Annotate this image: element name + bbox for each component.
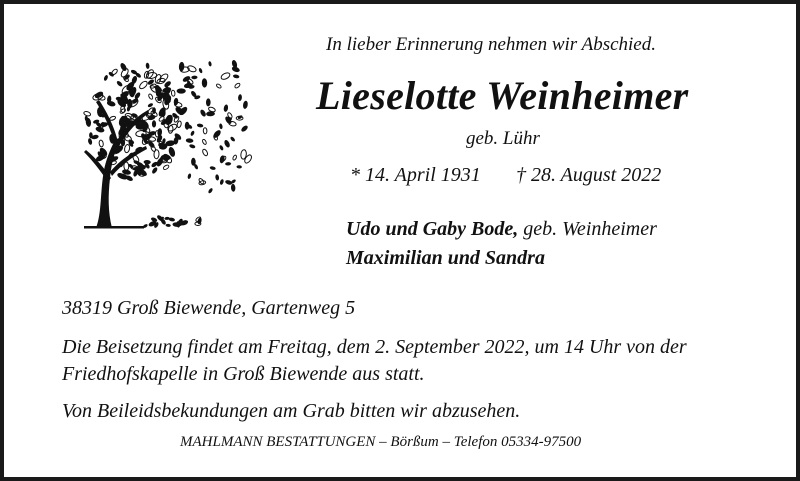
death-date: † 28. August 2022 (516, 164, 662, 186)
condolence-note: Von Beileidsbekundungen am Grab bitten wir abzusehen. (62, 400, 521, 422)
intro-text: In lieber Erinnerung nehmen wir Abschied. (326, 34, 656, 55)
undertaker-footer: MAHLMANN BESTATTUNGEN – Börßum – Telefon 05334-97500 (180, 434, 582, 450)
funeral-info: Die Beisetzung findet am Freitag, dem 2. September 2022, um 14 Uhr von der Friedhofskapelle in Groß Biewende aus statt. (62, 336, 687, 385)
mourners-line-1 (346, 218, 657, 241)
deceased-name: Lieselotte Weinheimer (316, 73, 689, 118)
maiden-name: geb. Lühr (466, 128, 540, 149)
mourners-names: Udo und Gaby Bode, (346, 218, 519, 240)
mourners-line-2: Maximilian und Sandra (346, 247, 545, 269)
tree-icon (74, 42, 254, 242)
birth-date: * 14. April 1931 (350, 164, 481, 186)
mourners-maiden: geb. Weinheimer (518, 218, 657, 240)
address: 38319 Groß Biewende, Gartenweg 5 (62, 297, 356, 319)
